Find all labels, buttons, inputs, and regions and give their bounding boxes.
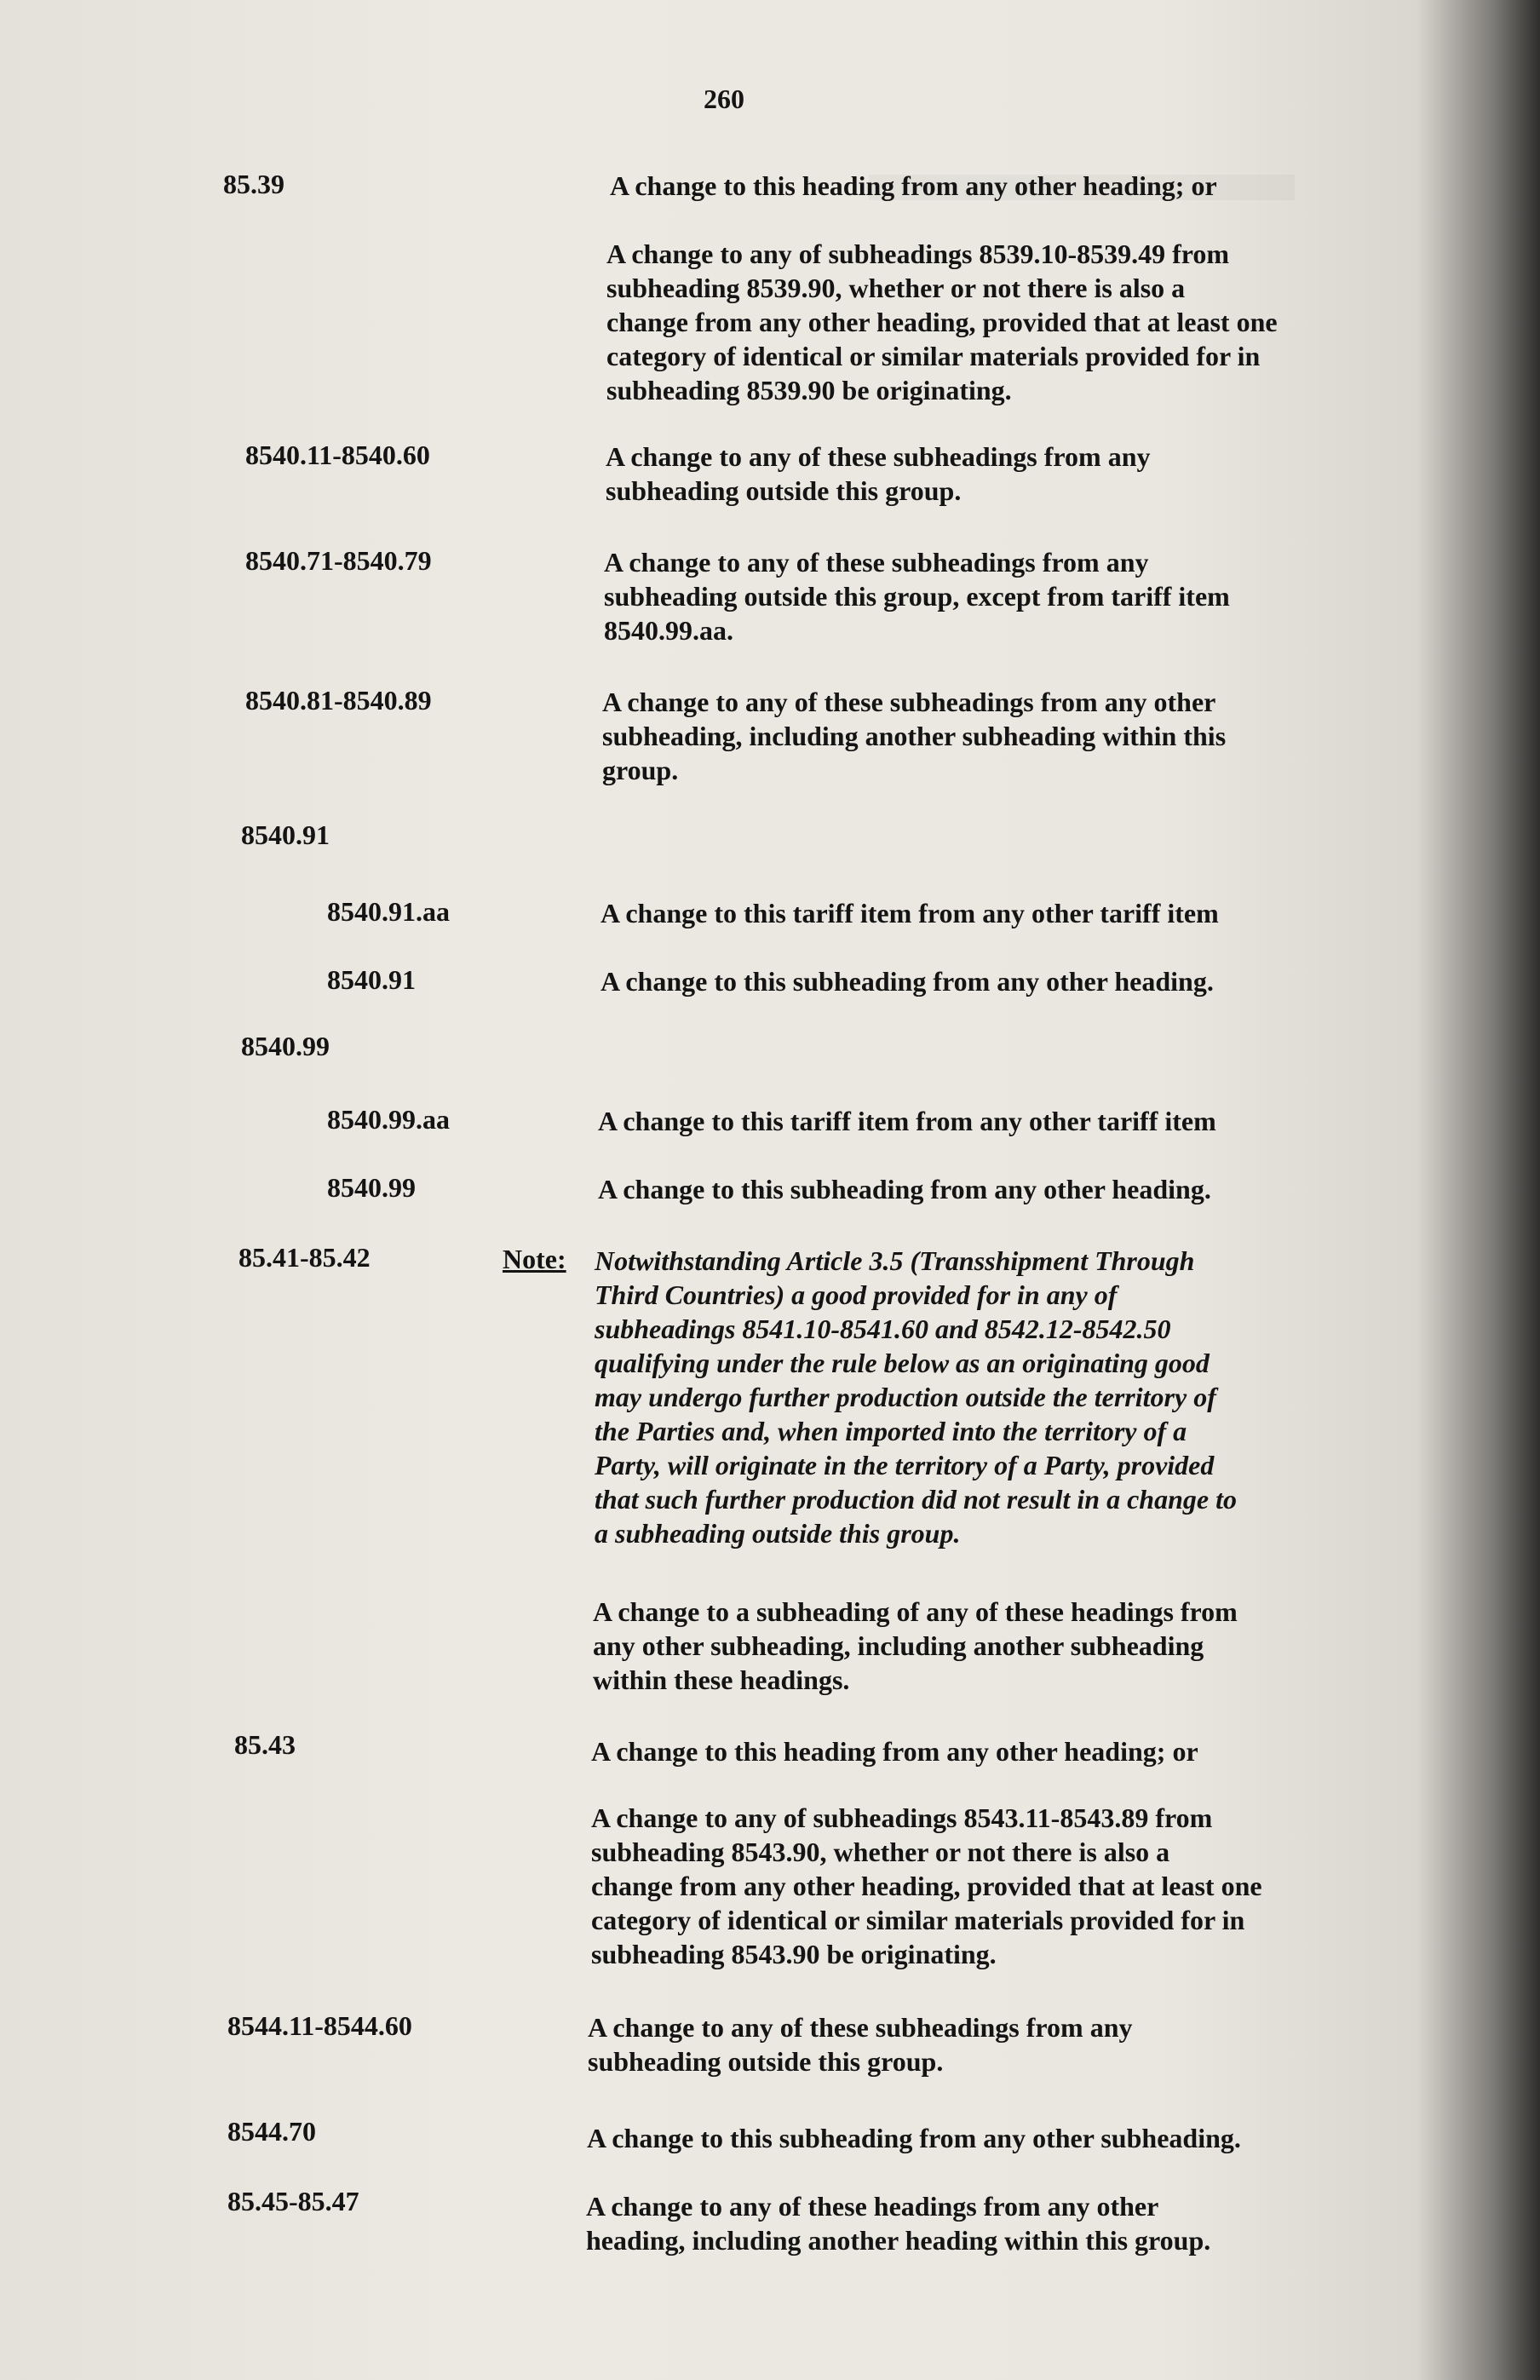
note-label: Note: [503,1244,566,1274]
heading-code: 85.43 [234,1729,296,1760]
tariff-item-code: 8540.91.aa [327,896,450,927]
heading-code: 8540.99 [241,1031,330,1061]
rule-text: A change to any of these headings from any other heading, including another heading within this group. [586,2191,1211,2256]
heading-code: 8540.91 [241,819,330,850]
rule-text: A change to this tariff item from any other tariff item [600,898,1219,928]
rule-text: A change to this heading from any other heading; or [591,1736,1198,1767]
note-text: Notwithstanding Article 3.5 (Transshipment Through Third Countries) a good provided for in any of subheadings 8541.10-8541.60 and 8542.12-8542.50 qualifying under the rule below as an originating good may undergo further production outside the territory of the Parties and, when imported into the territory of a Party, will originate in the territory of a Party, provided that such further production did not result in a change to a subheading outside this group. [595,1245,1237,1549]
heading-code: 8540.11-8540.60 [245,440,430,470]
rule-text: A change to any of these subheadings from any subheading outside this group. [588,2012,1133,2077]
subheading-code: 8540.91 [327,964,416,995]
rule-text: A change to any of subheadings 8543.11-8543.89 from subheading 8543.90, whether or not there is also a change from any other heading, provided that at least one category of identical or similar materials provided for in subheading 8543.90 be originating. [591,1802,1262,1969]
rule-text: A change to this subheading from any other subheading. [587,2123,1241,2153]
heading-code: 8544.11-8544.60 [227,2010,412,2041]
rule-text: A change to this subheading from any other heading. [600,966,1214,997]
heading-code: 8540.81-8540.89 [245,685,432,716]
rule-text: A change to any of these subheadings from any subheading outside this group. [606,441,1151,506]
subheading-code: 8540.99 [327,1172,416,1203]
heading-code: 85.41-85.42 [238,1242,371,1273]
rule-text: A change to any of subheadings 8539.10-8539.49 from subheading 8539.90, whether or not there is also a change from any other heading, provided that at least one category of identical or similar materials provided for in subheading 8539.90 be originating. [606,239,1278,405]
tariff-item-code: 8540.99.aa [327,1104,450,1135]
heading-code: 8544.70 [227,2116,316,2147]
rule-text: A change to a subheading of any of these headings from any other subheading, including another subheading within these headings. [593,1596,1238,1695]
rule-text: A change to any of these subheadings from any subheading outside this group, except from tariff item 8540.99.aa. [604,547,1230,646]
rule-text: A change to this heading from any other heading; or [610,170,1217,201]
heading-code: 8540.71-8540.79 [245,545,432,576]
rule-text: A change to this subheading from any other heading. [598,1174,1211,1204]
page-number: 260 [704,83,744,114]
heading-code: 85.39 [223,169,284,199]
rule-text: A change to this tariff item from any other tariff item [598,1106,1216,1136]
rule-text: A change to any of these subheadings from any other subheading, including another subheading within this group. [602,687,1227,785]
heading-code: 85.45-85.47 [227,2186,359,2216]
